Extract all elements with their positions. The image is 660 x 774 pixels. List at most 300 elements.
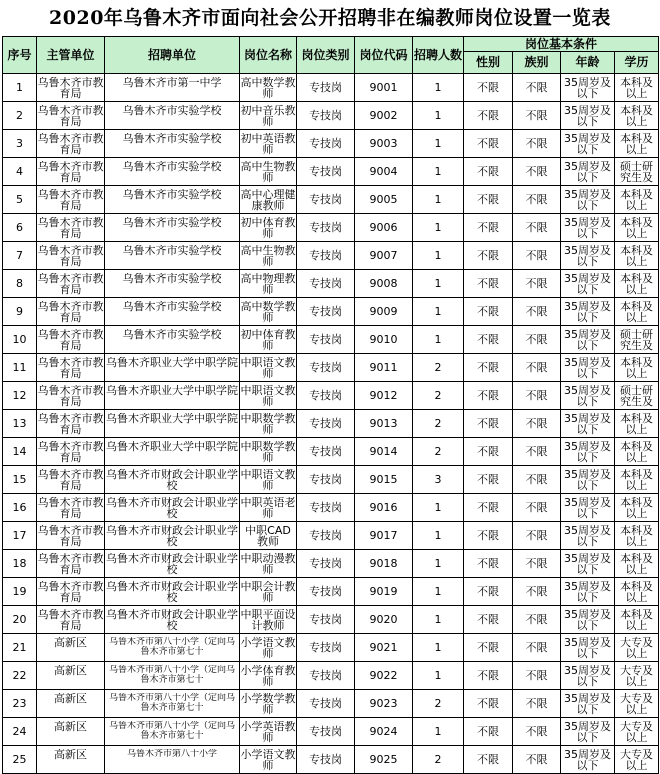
- cell-ethnicity: 不限: [513, 158, 561, 186]
- cell-dept: [37, 662, 105, 690]
- cell-dept-text: 高新区: [54, 636, 87, 649]
- cell-education: [615, 662, 659, 690]
- cell-dept-text: 乌鲁木齐市教育局: [37, 272, 104, 295]
- cell-post-name: [240, 382, 297, 410]
- cell-age-text: 35周岁及以下: [564, 384, 611, 407]
- cell-dept: [37, 494, 105, 522]
- cell-education-text: 大专及以上: [620, 664, 653, 687]
- header-seq: 序号: [3, 37, 37, 74]
- cell-count: 2: [413, 746, 464, 774]
- cell-count: 1: [413, 662, 464, 690]
- cell-post-type: 专技岗: [297, 242, 355, 270]
- cell-post-name: [240, 746, 297, 774]
- cell-count: 1: [413, 158, 464, 186]
- table-row: [3, 550, 659, 578]
- cell-dept: [37, 550, 105, 578]
- cell-seq: 17: [3, 522, 37, 550]
- cell-count: 1: [413, 242, 464, 270]
- cell-dept-text: 乌鲁木齐市教育局: [37, 580, 104, 603]
- cell-count: 3: [413, 466, 464, 494]
- cell-post-name: [240, 718, 297, 746]
- cell-dept: [37, 578, 105, 606]
- table-row: [3, 130, 659, 158]
- cell-post-code: 9022: [355, 662, 413, 690]
- cell-unit-text: 乌鲁木齐职业大学中职学院: [106, 356, 238, 369]
- cell-dept: [37, 214, 105, 242]
- cell-post-type: 专技岗: [297, 662, 355, 690]
- cell-dept: [37, 438, 105, 466]
- cell-education: [615, 382, 659, 410]
- cell-dept: [37, 130, 105, 158]
- cell-unit-text: 乌鲁木齐市实验学校: [122, 272, 222, 285]
- table-row: [3, 242, 659, 270]
- cell-post-code: 9023: [355, 690, 413, 718]
- cell-age-text: 35周岁及以下: [564, 300, 611, 323]
- cell-post-code: 9011: [355, 354, 413, 382]
- cell-age: [561, 242, 615, 270]
- cell-post-code: 9008: [355, 270, 413, 298]
- cell-age: [561, 494, 615, 522]
- cell-education: [615, 634, 659, 662]
- cell-dept-text: 乌鲁木齐市教育局: [37, 552, 104, 575]
- cell-post-name: [240, 130, 297, 158]
- cell-post-name: [240, 550, 297, 578]
- table-row: [3, 522, 659, 550]
- cell-gender: 不限: [464, 382, 513, 410]
- cell-post-code: 9009: [355, 298, 413, 326]
- cell-count: 2: [413, 438, 464, 466]
- cell-post-type: 专技岗: [297, 578, 355, 606]
- cell-education: [615, 718, 659, 746]
- cell-dept-text: 乌鲁木齐市教育局: [37, 328, 104, 351]
- cell-post-name: [240, 158, 297, 186]
- cell-post-name-text: 中职动漫教师: [240, 552, 296, 575]
- cell-age: [561, 550, 615, 578]
- cell-age: [561, 74, 615, 102]
- cell-dept-text: 乌鲁木齐市教育局: [37, 468, 104, 491]
- cell-seq: 2: [3, 102, 37, 130]
- cell-post-code: 9016: [355, 494, 413, 522]
- cell-ethnicity: 不限: [513, 242, 561, 270]
- table-row: [3, 662, 659, 690]
- cell-count: 1: [413, 718, 464, 746]
- cell-gender: 不限: [464, 578, 513, 606]
- cell-age: [561, 158, 615, 186]
- page-title: 2020年乌鲁木齐市面向社会公开招聘非在编教师岗位设置一览表: [49, 7, 611, 29]
- cell-post-name: [240, 298, 297, 326]
- cell-dept-text: 乌鲁木齐市教育局: [37, 496, 104, 519]
- cell-gender: 不限: [464, 550, 513, 578]
- cell-dept: [37, 186, 105, 214]
- cell-seq: 4: [3, 158, 37, 186]
- cell-education: [615, 186, 659, 214]
- cell-ethnicity: 不限: [513, 326, 561, 354]
- cell-age: [561, 102, 615, 130]
- cell-post-code: 9007: [355, 242, 413, 270]
- cell-dept-text: 高新区: [54, 720, 87, 733]
- cell-post-type: 专技岗: [297, 550, 355, 578]
- cell-post-code: 9012: [355, 382, 413, 410]
- cell-dept: [37, 298, 105, 326]
- cell-dept-text: 高新区: [54, 664, 87, 677]
- cell-post-name-text: 小学体育教师: [240, 664, 296, 687]
- cell-dept: [37, 410, 105, 438]
- cell-count: 2: [413, 382, 464, 410]
- cell-education: [615, 326, 659, 354]
- cell-post-type: 专技岗: [297, 298, 355, 326]
- cell-gender: 不限: [464, 634, 513, 662]
- header-post-type: [297, 37, 355, 74]
- table-row: [3, 634, 659, 662]
- cell-post-name: [240, 242, 297, 270]
- cell-unit-text: 乌鲁木齐市实验学校: [122, 132, 222, 145]
- cell-post-type: 专技岗: [297, 438, 355, 466]
- cell-unit: [105, 634, 240, 662]
- cell-seq: 18: [3, 550, 37, 578]
- table-row: [3, 494, 659, 522]
- cell-count: 1: [413, 550, 464, 578]
- cell-post-name: [240, 662, 297, 690]
- cell-post-type: 专技岗: [297, 522, 355, 550]
- cell-dept-text: 乌鲁木齐市教育局: [37, 104, 104, 127]
- cell-age-text: 35周岁及以下: [564, 272, 611, 295]
- header-age: 年龄: [561, 52, 615, 74]
- cell-education-text: 硕士研究生及: [620, 160, 653, 183]
- header-count-text: 招聘人数: [413, 47, 462, 62]
- cell-post-code: 9005: [355, 186, 413, 214]
- cell-post-code: 9024: [355, 718, 413, 746]
- cell-post-type: 专技岗: [297, 326, 355, 354]
- cell-unit: [105, 746, 240, 774]
- cell-unit-text: 乌鲁木齐市实验学校: [122, 188, 222, 201]
- header-post-type-text: 岗位类别: [301, 47, 350, 62]
- cell-unit: [105, 102, 240, 130]
- cell-gender: 不限: [464, 466, 513, 494]
- cell-post-type: 专技岗: [297, 606, 355, 634]
- cell-unit-text: 乌鲁木齐市实验学校: [122, 104, 222, 117]
- cell-age: [561, 690, 615, 718]
- cell-age: [561, 354, 615, 382]
- cell-post-code: 9018: [355, 550, 413, 578]
- cell-unit: [105, 74, 240, 102]
- cell-unit: [105, 662, 240, 690]
- cell-age: [561, 326, 615, 354]
- cell-dept: [37, 606, 105, 634]
- cell-education: [615, 690, 659, 718]
- cell-post-code: 9015: [355, 466, 413, 494]
- cell-education-text: 大专及以上: [620, 692, 653, 715]
- header-education: 学历: [615, 52, 659, 74]
- cell-education-text: 大专及以上: [620, 748, 653, 771]
- cell-age: [561, 214, 615, 242]
- cell-education: [615, 354, 659, 382]
- cell-gender: 不限: [464, 522, 513, 550]
- cell-age-text: 35周岁及以下: [564, 356, 611, 379]
- cell-seq: 15: [3, 466, 37, 494]
- cell-age: [561, 606, 615, 634]
- cell-ethnicity: 不限: [513, 690, 561, 718]
- cell-age-text: 35周岁及以下: [564, 552, 611, 575]
- table-row: [3, 690, 659, 718]
- cell-seq: 23: [3, 690, 37, 718]
- cell-gender: 不限: [464, 158, 513, 186]
- cell-seq: 8: [3, 270, 37, 298]
- cell-unit: [105, 214, 240, 242]
- cell-post-code: 9019: [355, 578, 413, 606]
- header-post-code: [355, 37, 413, 74]
- cell-unit: [105, 186, 240, 214]
- cell-education: [615, 130, 659, 158]
- cell-dept-text: 乌鲁木齐市教育局: [37, 384, 104, 407]
- cell-education-text: 本科及以上: [620, 356, 653, 379]
- cell-dept-text: 乌鲁木齐市教育局: [37, 216, 104, 239]
- cell-count: 1: [413, 74, 464, 102]
- cell-gender: 不限: [464, 186, 513, 214]
- cell-post-name: [240, 270, 297, 298]
- cell-post-name-text: 中职语文教师: [240, 384, 296, 407]
- cell-seq: 10: [3, 326, 37, 354]
- cell-unit-text: 乌鲁木齐市财政会计职业学校: [106, 468, 238, 491]
- table-row: [3, 158, 659, 186]
- cell-count: 1: [413, 186, 464, 214]
- cell-post-name: [240, 634, 297, 662]
- cell-count: 1: [413, 326, 464, 354]
- cell-unit-text: 乌鲁木齐职业大学中职学院: [106, 412, 238, 425]
- cell-seq: 1: [3, 74, 37, 102]
- cell-unit-text: 乌鲁木齐市财政会计职业学校: [106, 552, 238, 575]
- table-row: [3, 466, 659, 494]
- cell-education: [615, 466, 659, 494]
- cell-seq: 13: [3, 410, 37, 438]
- cell-post-name: [240, 438, 297, 466]
- cell-count: 1: [413, 102, 464, 130]
- cell-dept: [37, 354, 105, 382]
- cell-ethnicity: 不限: [513, 130, 561, 158]
- cell-age-text: 35周岁及以下: [564, 720, 611, 743]
- header-post-name-text: 岗位名称: [243, 47, 292, 62]
- cell-post-name: [240, 354, 297, 382]
- cell-ethnicity: 不限: [513, 102, 561, 130]
- cell-count: 2: [413, 690, 464, 718]
- cell-unit: [105, 242, 240, 270]
- cell-age: [561, 270, 615, 298]
- cell-ethnicity: 不限: [513, 410, 561, 438]
- cell-dept-text: 高新区: [54, 748, 87, 761]
- cell-post-code: 9013: [355, 410, 413, 438]
- cell-education: [615, 746, 659, 774]
- cell-unit: [105, 690, 240, 718]
- cell-unit: [105, 382, 240, 410]
- cell-age-text: 35周岁及以下: [564, 412, 611, 435]
- cell-ethnicity: 不限: [513, 270, 561, 298]
- table-row: [3, 578, 659, 606]
- cell-unit: [105, 522, 240, 550]
- cell-seq: 9: [3, 298, 37, 326]
- table-row: [3, 718, 659, 746]
- cell-age-text: 35周岁及以下: [564, 636, 611, 659]
- cell-ethnicity: 不限: [513, 382, 561, 410]
- cell-age-text: 35周岁及以下: [564, 524, 611, 547]
- table-row: [3, 410, 659, 438]
- cell-unit-text: 乌鲁木齐市财政会计职业学校: [106, 608, 238, 631]
- cell-education-text: 本科及以上: [620, 468, 653, 491]
- cell-seq: 20: [3, 606, 37, 634]
- cell-gender: 不限: [464, 102, 513, 130]
- cell-post-name-text: 中职数学教师: [240, 412, 296, 435]
- cell-education-text: 本科及以上: [620, 440, 653, 463]
- cell-education: [615, 494, 659, 522]
- cell-dept: [37, 466, 105, 494]
- cell-unit: [105, 438, 240, 466]
- cell-unit-text: 乌鲁木齐市第一中学: [122, 76, 222, 89]
- cell-unit: [105, 298, 240, 326]
- cell-seq: 25: [3, 746, 37, 774]
- cell-count: 1: [413, 130, 464, 158]
- cell-post-type: 专技岗: [297, 410, 355, 438]
- cell-gender: 不限: [464, 718, 513, 746]
- cell-dept: [37, 326, 105, 354]
- cell-post-name-text: 中职语文教师: [240, 356, 296, 379]
- cell-age: [561, 746, 615, 774]
- cell-ethnicity: 不限: [513, 186, 561, 214]
- cell-count: 1: [413, 494, 464, 522]
- cell-education-text: 本科及以上: [620, 272, 653, 295]
- cell-unit-text: 乌鲁木齐市实验学校: [122, 244, 222, 257]
- cell-post-name: [240, 102, 297, 130]
- cell-unit-text: 乌鲁木齐市财政会计职业学校: [106, 580, 238, 603]
- cell-post-name-text: 中职语文教师: [240, 468, 296, 491]
- cell-education-text: 本科及以上: [620, 132, 653, 155]
- cell-age-text: 35周岁及以下: [564, 104, 611, 127]
- cell-gender: 不限: [464, 214, 513, 242]
- cell-education-text: 本科及以上: [620, 524, 653, 547]
- cell-education: [615, 410, 659, 438]
- cell-post-name: [240, 494, 297, 522]
- cell-education-text: 本科及以上: [620, 300, 653, 323]
- table-row: [3, 382, 659, 410]
- cell-education: [615, 606, 659, 634]
- cell-gender: 不限: [464, 606, 513, 634]
- cell-unit-text: 乌鲁木齐市实验学校: [122, 216, 222, 229]
- cell-post-type: 专技岗: [297, 74, 355, 102]
- cell-dept: [37, 522, 105, 550]
- cell-gender: 不限: [464, 242, 513, 270]
- cell-unit-text: 乌鲁木齐市实验学校: [122, 160, 222, 173]
- cell-dept-text: 乌鲁木齐市教育局: [37, 524, 104, 547]
- cell-post-code: 9020: [355, 606, 413, 634]
- table-row: [3, 214, 659, 242]
- header-post-name: [240, 37, 297, 74]
- cell-post-type: 专技岗: [297, 130, 355, 158]
- cell-post-type: 专技岗: [297, 690, 355, 718]
- cell-dept-text: 乌鲁木齐市教育局: [37, 76, 104, 99]
- cell-dept-text: 乌鲁木齐市教育局: [37, 300, 104, 323]
- cell-dept: [37, 270, 105, 298]
- cell-post-code: 9014: [355, 438, 413, 466]
- cell-count: 1: [413, 298, 464, 326]
- cell-age-text: 35周岁及以下: [564, 216, 611, 239]
- cell-post-name-text: 高中心理健康教师: [240, 188, 296, 211]
- cell-education-text: 本科及以上: [620, 608, 653, 631]
- cell-unit-text: 乌鲁木齐市第八十小学（定向乌鲁木齐市第七十: [108, 720, 235, 741]
- cell-unit: [105, 606, 240, 634]
- cell-seq: 22: [3, 662, 37, 690]
- cell-education-text: 本科及以上: [620, 580, 653, 603]
- cell-post-name: [240, 578, 297, 606]
- cell-gender: 不限: [464, 438, 513, 466]
- cell-post-name: [240, 690, 297, 718]
- cell-age: [561, 130, 615, 158]
- cell-unit: [105, 158, 240, 186]
- cell-education-text: 本科及以上: [620, 496, 653, 519]
- cell-post-type: 专技岗: [297, 270, 355, 298]
- table-row: [3, 326, 659, 354]
- header-ethnicity: 族别: [513, 52, 561, 74]
- cell-post-name: [240, 606, 297, 634]
- cell-post-type: 专技岗: [297, 382, 355, 410]
- cell-education: [615, 214, 659, 242]
- cell-education-text: 本科及以上: [620, 104, 653, 127]
- cell-age-text: 35周岁及以下: [564, 188, 611, 211]
- cell-count: 1: [413, 214, 464, 242]
- cell-gender: 不限: [464, 130, 513, 158]
- cell-education-text: 大专及以上: [620, 636, 653, 659]
- table-row: [3, 102, 659, 130]
- cell-post-name-text: 中职英语老师: [240, 496, 296, 519]
- table-body: [3, 74, 659, 774]
- table-row: [3, 606, 659, 634]
- cell-seq: 19: [3, 578, 37, 606]
- cell-post-type: 专技岗: [297, 102, 355, 130]
- cell-seq: 16: [3, 494, 37, 522]
- cell-ethnicity: 不限: [513, 438, 561, 466]
- cell-unit: [105, 578, 240, 606]
- table-row: [3, 354, 659, 382]
- cell-unit: [105, 494, 240, 522]
- cell-post-name: [240, 410, 297, 438]
- cell-gender: 不限: [464, 326, 513, 354]
- cell-post-name: [240, 466, 297, 494]
- cell-seq: 11: [3, 354, 37, 382]
- cell-age: [561, 186, 615, 214]
- cell-education: [615, 74, 659, 102]
- table-row: [3, 298, 659, 326]
- header-count: [413, 37, 464, 74]
- cell-unit-text: 乌鲁木齐市第八十小学（定向乌鲁木齐市第七十: [108, 692, 235, 713]
- cell-ethnicity: 不限: [513, 662, 561, 690]
- cell-education: [615, 102, 659, 130]
- cell-dept: [37, 74, 105, 102]
- cell-unit: [105, 354, 240, 382]
- cell-post-name-text: 小学语文教师: [240, 636, 296, 659]
- cell-gender: 不限: [464, 410, 513, 438]
- cell-age: [561, 578, 615, 606]
- cell-dept-text: 乌鲁木齐市教育局: [37, 244, 104, 267]
- cell-post-code: 9003: [355, 130, 413, 158]
- table-row: [3, 438, 659, 466]
- cell-ethnicity: 不限: [513, 522, 561, 550]
- cell-education-text: 硕士研究生及: [620, 384, 653, 407]
- cell-dept-text: 乌鲁木齐市教育局: [37, 440, 104, 463]
- cell-count: 1: [413, 270, 464, 298]
- table-row: [3, 74, 659, 102]
- cell-post-name-text: 高中物理教师: [240, 272, 296, 295]
- cell-seq: 21: [3, 634, 37, 662]
- cell-age: [561, 438, 615, 466]
- cell-unit: [105, 410, 240, 438]
- cell-age-text: 35周岁及以下: [564, 580, 611, 603]
- header-post-code-text: 岗位代码: [359, 47, 408, 62]
